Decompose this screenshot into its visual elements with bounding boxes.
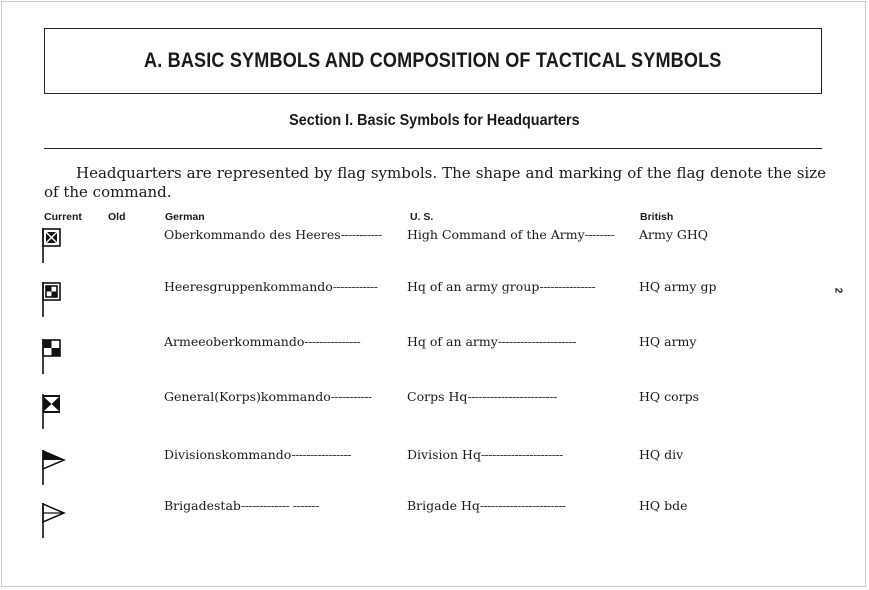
row-3-us: Hq of an army--------------------- [407,334,577,349]
page-number: 2 [832,287,844,294]
column-header-us: U. S. [410,211,434,223]
corps-flag-icon [40,392,64,430]
row-5-us: Division Hq---------------------- [407,447,563,462]
brigade-pennant-icon [40,501,66,539]
row-5-british: HQ div [639,447,684,462]
row-3-german: Armeeoberkommando--------------- [164,334,361,349]
row-6-us: Brigade Hq----------------------- [407,498,566,513]
army-high-command-flag-icon [40,226,64,264]
row-1-british: Army GHQ [639,227,709,242]
column-header-british: British [640,211,674,223]
title-box [44,28,822,94]
page-title: A. BASIC SYMBOLS AND COMPOSITION OF TACTICAL SYMBOLS [144,49,722,72]
row-1-german: Oberkommando des Heeres----------- [164,227,382,242]
row-4-us: Corps Hq------------------------ [407,389,557,404]
row-2-british: HQ army gp [639,279,717,294]
row-5-german: Divisionskommando---------------- [164,447,351,462]
row-4-british: HQ corps [639,389,700,404]
row-6-german: Brigadestab------------- ------- [164,498,319,513]
section-title: Section I. Basic Symbols for Headquarters [289,112,580,129]
army-group-flag-icon [40,280,64,318]
divider [44,148,822,149]
division-pennant-icon [40,448,66,486]
row-2-german: Heeresgruppenkommando------------ [164,279,378,294]
column-header-current: Current [44,211,82,223]
column-header-old: Old [108,211,126,223]
column-header-german: German [165,211,205,223]
row-2-us: Hq of an army group--------------- [407,279,596,294]
row-4-german: General(Korps)kommando----------- [164,389,372,404]
row-1-us: High Command of the Army-------- [407,227,615,242]
row-6-british: HQ bde [639,498,688,513]
row-3-british: HQ army [639,334,697,349]
section-heading [0,112,869,130]
army-flag-icon [40,337,64,375]
intro-paragraph: Headquarters are represented by flag symbols. The shape and marking of the flag denote the size of the command. [44,164,826,201]
